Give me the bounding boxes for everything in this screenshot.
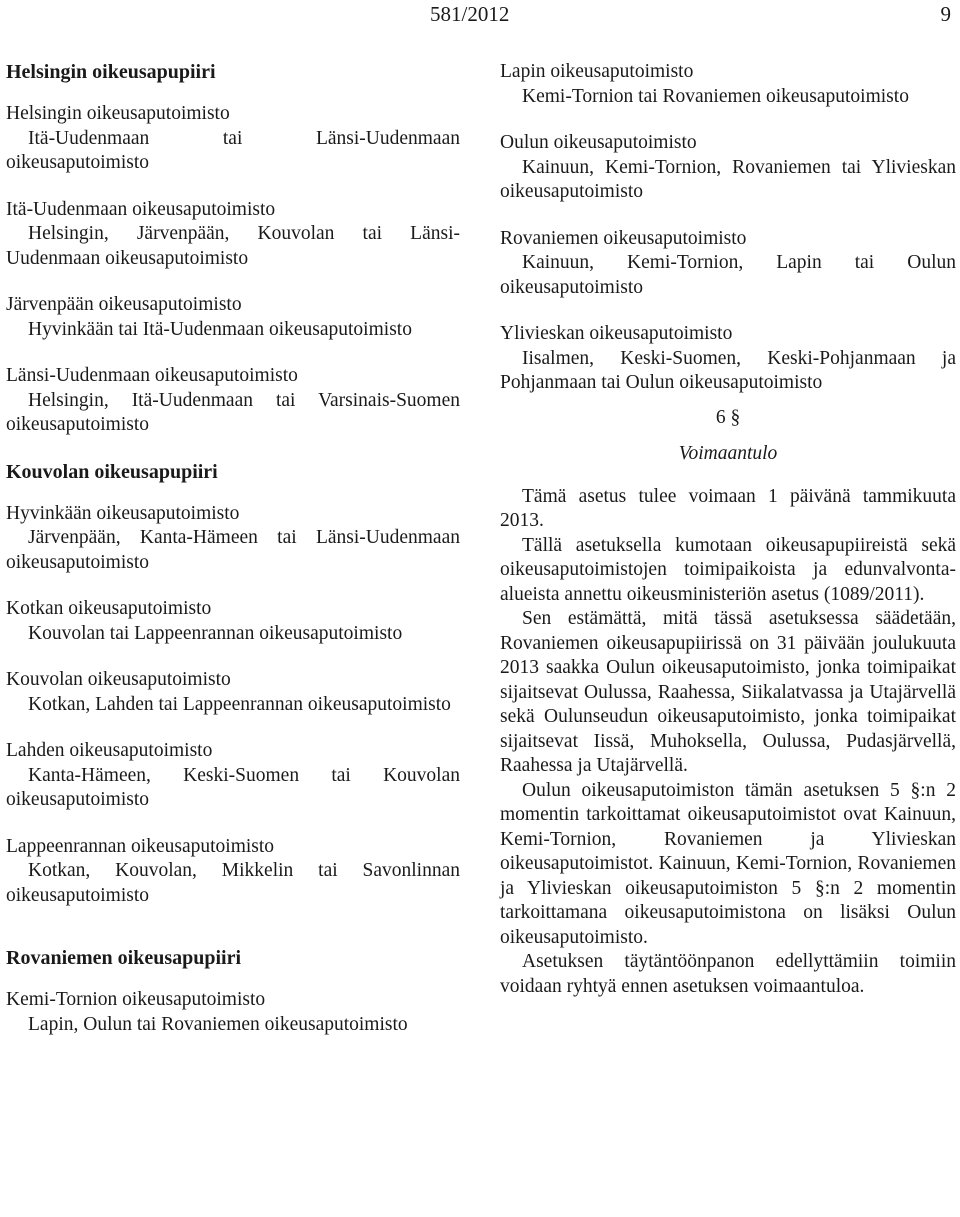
office-title: Itä-Uudenmaan oikeusaputoimisto [6, 198, 276, 220]
office-entry [6, 102, 460, 176]
substitute-offices: Helsingin, Itä-Uudenmaan tai Varsinais-Suomen oikeusaputoimisto [6, 389, 460, 435]
office-entry [500, 60, 956, 109]
section-paragraph: Tällä asetuksella kumotaan oikeusapupiireistä sekä oikeusaputoimistojen toimipaikoista ja edunvalvonta-alueista annettu oikeusministeriön asetus (1089/2011). [500, 534, 956, 605]
substitute-offices: Lapin, Oulun tai Rovaniemen oikeusaputoimisto [28, 1013, 408, 1035]
substitute-offices: Kanta-Hämeen, Keski-Suomen tai Kouvolan oikeusaputoimisto [6, 764, 460, 810]
substitute-offices: Kotkan, Lahden tai Lappeenrannan oikeusaputoimisto [28, 693, 451, 715]
document-number: 581/2012 [430, 2, 510, 26]
district-heading: Kouvolan oikeusapupiiri [6, 460, 218, 483]
office-title: Lahden oikeusaputoimisto [6, 740, 213, 761]
substitute-offices: Hyvinkään tai Itä-Uudenmaan oikeusaputoimisto [28, 318, 412, 340]
office-title: Hyvinkään oikeusaputoimisto [6, 502, 240, 524]
section-number: 6 § [715, 406, 741, 428]
office-entry [6, 364, 460, 438]
section-paragraph: Asetuksen täytäntöönpanon edellyttämiin toimiin voidaan ryhtyä ennen asetuksen voimaantuloa. [500, 951, 956, 997]
substitute-offices: Iisalmen, Keski-Suomen, Keski-Pohjanmaan ja Pohjanmaan tai Oulun oikeusaputoimisto [500, 347, 956, 393]
page-number: 9 [940, 2, 951, 26]
office-entry [6, 988, 460, 1037]
office-title: Oulun oikeusaputoimisto [500, 132, 697, 153]
office-title: Länsi-Uudenmaan oikeusaputoimisto [6, 365, 298, 386]
substitute-offices: Kouvolan tai Lappeenrannan oikeusaputoimisto [28, 622, 403, 644]
office-entry [6, 293, 460, 342]
substitute-offices: Kainuun, Kemi-Tornion, Rovaniemen tai Ylivieskan oikeusaputoimisto [500, 156, 956, 202]
office-title: Lapin oikeusaputoimisto [500, 61, 694, 82]
district-heading: Helsingin oikeusapupiiri [6, 61, 216, 83]
district-heading: Rovaniemen oikeusapupiiri [6, 947, 242, 969]
substitute-offices: Kotkan, Kouvolan, Mikkelin tai Savonlinnan oikeusaputoimisto [6, 860, 460, 906]
substitute-offices: Järvenpään, Kanta-Hämeen tai Länsi-Uudenmaan oikeusaputoimisto [6, 527, 460, 573]
office-entry [6, 502, 460, 576]
office-title: Kotkan oikeusaputoimisto [6, 598, 212, 619]
substitute-offices: Itä-Uudenmaan tai Länsi-Uudenmaan oikeusaputoimisto [6, 127, 460, 173]
office-entry [6, 198, 460, 272]
substitute-offices: Kemi-Tornion tai Rovaniemen oikeusaputoimisto [522, 85, 909, 107]
office-entry [500, 227, 956, 301]
office-entry [6, 835, 460, 909]
section-paragraph: Oulun oikeusaputoimiston tämän asetuksen 5 §:n 2 momentin tarkoittamat oikeusaputoimistot ovat Kainuun, Kemi-Tornion, Rovaniemen ja Ylivieskan oikeusaputoimistot. Kainuun, Kemi-Tornion, Rovaniemen ja Ylivieskan oikeusaputoimiston 5 §:n 2 momentin tarkoittamana oikeusaputoimistona on lisäksi Oulun oikeusaputoimisto. [500, 779, 956, 948]
office-entry [500, 322, 956, 396]
office-title: Järvenpään oikeusaputoimisto [6, 294, 242, 315]
substitute-offices: Kainuun, Kemi-Tornion, Lapin tai Oulun oikeusaputoimisto [500, 252, 956, 298]
office-title: Rovaniemen oikeusaputoimisto [500, 227, 747, 249]
office-entry [6, 597, 460, 646]
office-title: Ylivieskan oikeusaputoimisto [500, 323, 733, 344]
office-entry [500, 131, 956, 205]
office-title: Kemi-Tornion oikeusaputoimisto [6, 989, 266, 1010]
office-entry [6, 739, 460, 813]
section-paragraph: Sen estämättä, mitä tässä asetuksessa säädetään, Rovaniemen oikeusapupiirissä on 31 päivään joulukuuta 2013 saakka Oulun oikeusaputoimisto, jonka toimipaikat sijaitsevat Oulussa, Raahessa, Siikalatvassa ja Utajärvellä sekä Oulunseudun oikeusaputoimisto, jonka toimipaikat sijaitsevat Iissä, Muhoksella, Oulussa, Pudasjärvellä, Raahessa ja Utajärvellä. [500, 608, 956, 776]
office-title: Helsingin oikeusaputoimisto [6, 103, 230, 124]
office-entry [6, 668, 460, 717]
right-column [500, 60, 956, 999]
office-title: Lappeenrannan oikeusaputoimisto [6, 835, 275, 857]
left-column [6, 60, 460, 1059]
section-title: Voimaantulo [678, 443, 778, 464]
substitute-offices: Helsingin, Järvenpään, Kouvolan tai Länsi-Uudenmaan oikeusaputoimisto [6, 223, 460, 269]
section-paragraph: Tämä asetus tulee voimaan 1 päivänä tammikuuta 2013. [500, 485, 956, 531]
office-title: Kouvolan oikeusaputoimisto [6, 669, 231, 690]
page-header [0, 0, 960, 30]
